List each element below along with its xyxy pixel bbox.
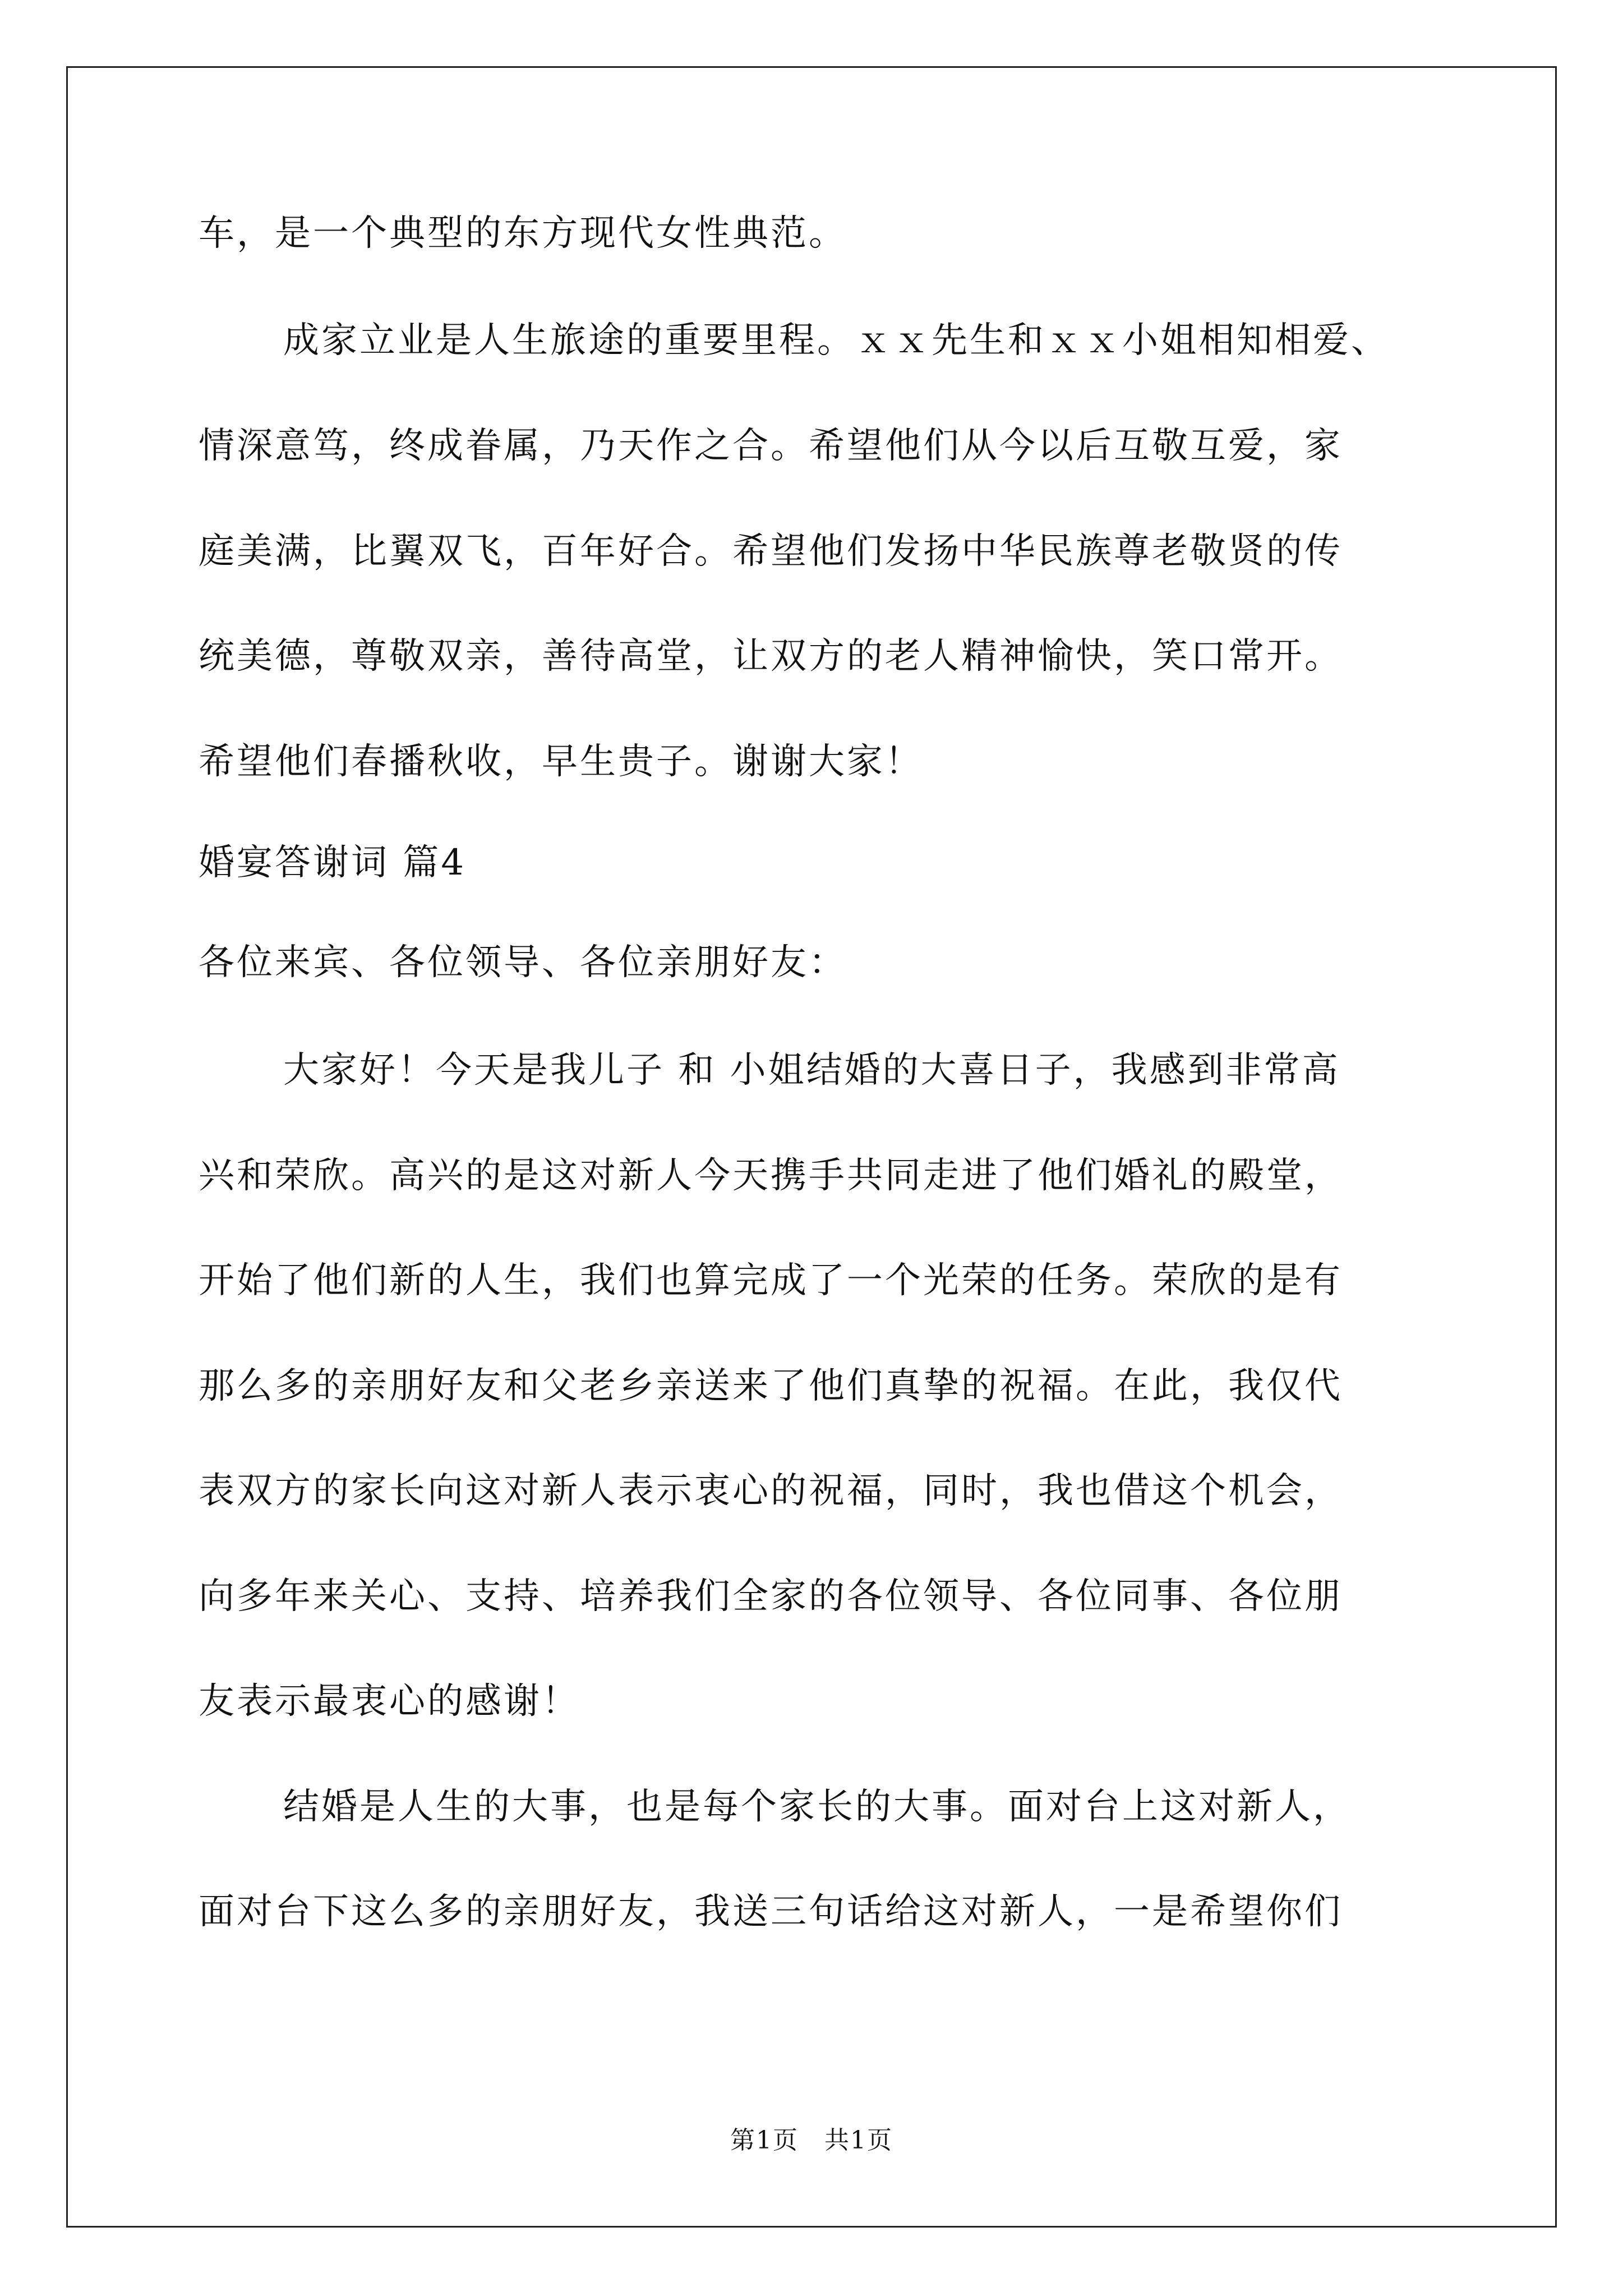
text-line-12: 那么多的亲朋好友和父老乡亲送来了他们真挚的祝福。在此，我仅代 — [199, 1365, 1343, 1407]
text-line-10: 兴和荣欣。高兴的是这对新人今天携手共同走进了他们婚礼的殿堂， — [199, 1155, 1343, 1197]
text-line-17: 面对台下这么多的亲朋好友，我送三句话给这对新人，一是希望你们 — [199, 1891, 1343, 1932]
text-line-5: 统美德，尊敬双亲，善待高堂，让双方的老人精神愉快，笑口常开。 — [199, 636, 1343, 677]
text-line-16: 结婚是人生的大事，也是每个家长的大事。面对台上这对新人， — [283, 1786, 1351, 1828]
text-line-9: 大家好！今天是我儿子 和 小姐结婚的大喜日子，我感到非常高 — [283, 1050, 1340, 1091]
section-heading: 婚宴答谢词 篇4 — [199, 842, 467, 884]
text-line-13: 表双方的家长向这对新人表示衷心的祝福，同时，我也借这个机会， — [199, 1470, 1343, 1512]
page-number-footer: 第1页 共1页 — [730, 2126, 893, 2155]
text-line-3: 情深意笃，终成眷属，乃天作之合。希望他们从今以后互敬互爱，家 — [199, 425, 1343, 467]
text-line-11: 开始了他们新的人生，我们也算完成了一个光荣的任务。荣欣的是有 — [199, 1260, 1343, 1301]
text-line-2: 成家立业是人生旅途的重要里程。ｘｘ先生和ｘｘ小姐相知相爱、 — [283, 320, 1389, 361]
text-line-6: 希望他们春播秋收，早生贵子。谢谢大家！ — [199, 741, 923, 783]
text-line-15: 友表示最衷心的感谢！ — [199, 1681, 580, 1722]
text-line-4: 庭美满，比翼双飞，百年好合。希望他们发扬中华民族尊老敬贤的传 — [199, 531, 1343, 572]
text-line-1: 车，是一个典型的东方现代女性典范。 — [199, 213, 847, 254]
text-line-14: 向多年来关心、支持、培养我们全家的各位领导、各位同事、各位朋 — [199, 1576, 1343, 1617]
salutation-line: 各位来宾、各位领导、各位亲朋好友： — [199, 942, 847, 983]
